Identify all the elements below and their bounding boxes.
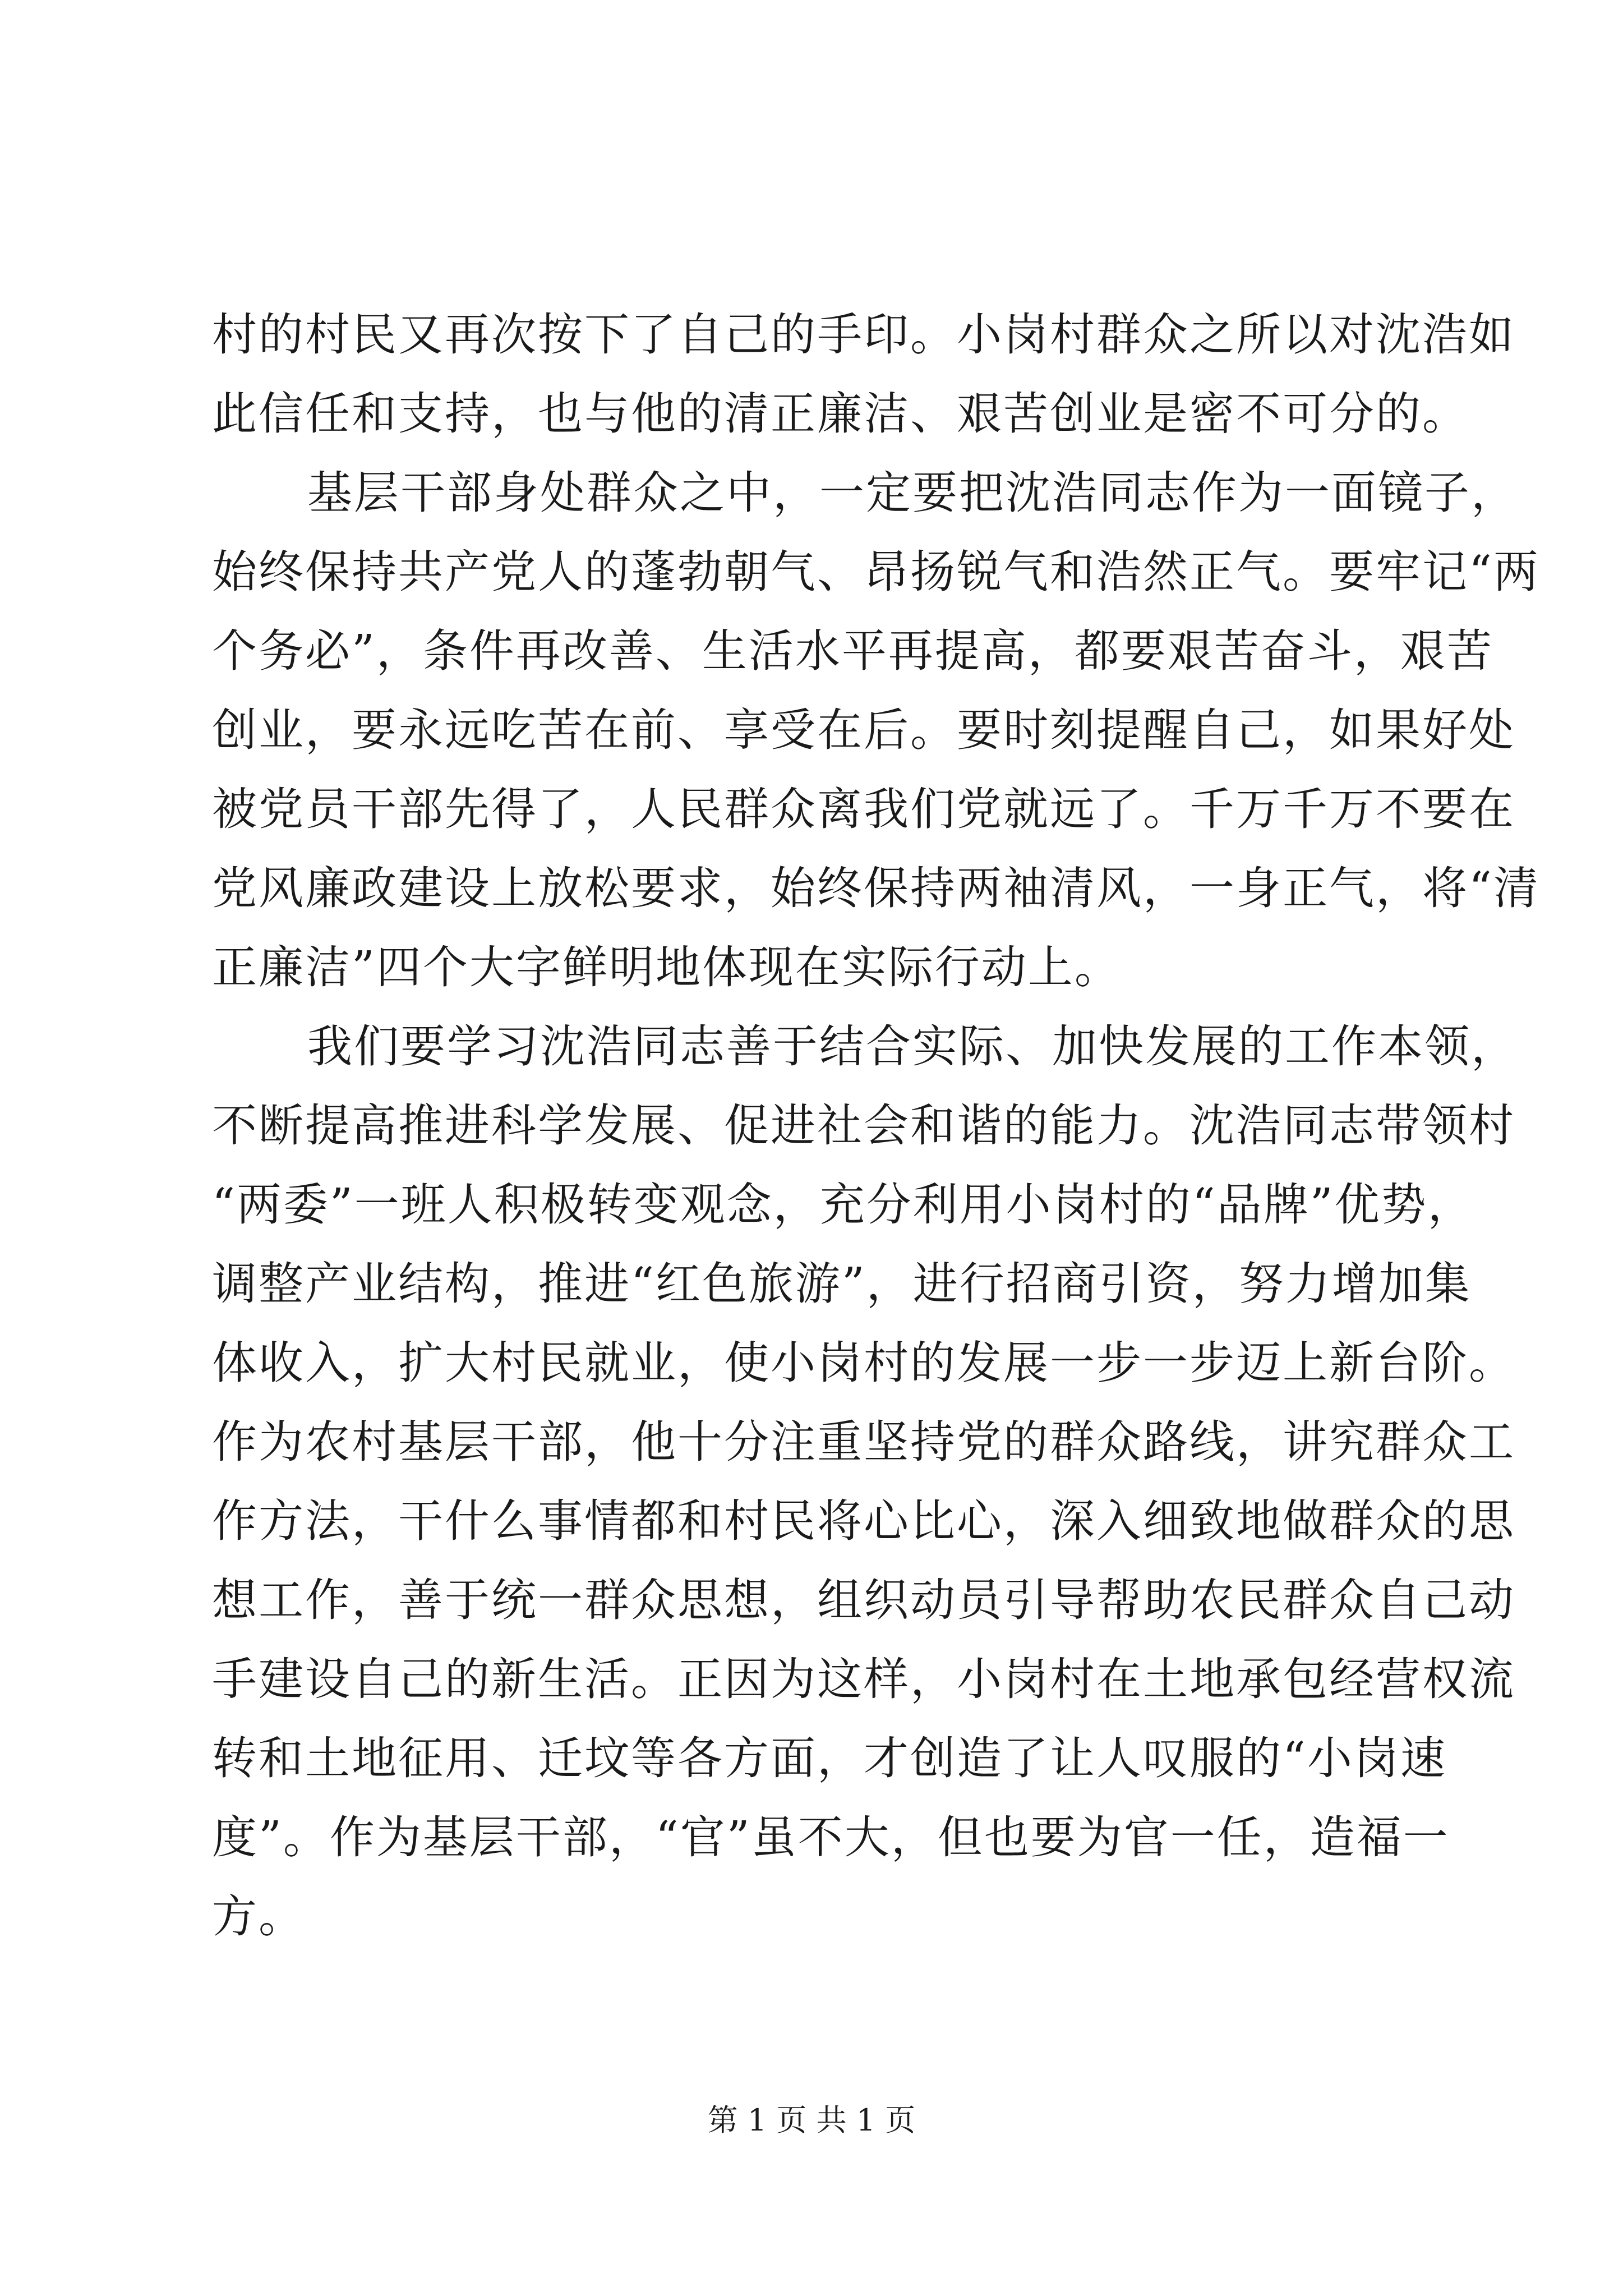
- text-line: 想工作，善于统一群众思想，组织动员引导帮助农民群众自己动: [212, 1574, 1515, 1626]
- text-line: 手建设自己的新生活。正因为这样，小岗村在土地承包经营权流: [212, 1653, 1515, 1705]
- text-line: 体收入，扩大村民就业，使小岗村的发展一步一步迈上新台阶。: [212, 1337, 1515, 1389]
- text-line: 党风廉政建设上放松要求，始终保持两袖清风，一身正气，将“清: [212, 862, 1540, 914]
- text-line: 个务必”，条件再改善、生活水平再提高，都要艰苦奋斗，艰苦: [212, 625, 1493, 677]
- page-footer: 第 1 页 共 1 页: [707, 2102, 916, 2138]
- text-line: 作方法，干什么事情都和村民将心比心，深入细致地做群众的思: [212, 1495, 1515, 1547]
- text-line: 方。: [212, 1890, 305, 1943]
- text-line: “两委”一班人积极转变观念，充分利用小岗村的“品牌”优势，: [212, 1179, 1474, 1231]
- document-body: [212, 295, 1540, 1956]
- text-line: 转和土地征用、迁坟等各方面，才创造了让人叹服的“小岗速: [212, 1732, 1447, 1784]
- text-line: 正廉洁”四个大字鲜明地体现在实际行动上。: [212, 941, 1121, 993]
- text-line: 此信任和支持，也与他的清正廉洁、艰苦创业是密不可分的。: [212, 388, 1469, 440]
- text-line: 我们要学习沈浩同志善于结合实际、加快发展的工作本领，: [307, 1020, 1518, 1073]
- text-line: 村的村民又再次按下了自己的手印。小岗村群众之所以对沈浩如: [212, 309, 1515, 361]
- paragraph-2: [212, 453, 1540, 1007]
- text-line: 创业，要永远吃苦在前、享受在后。要时刻提醒自己，如果好处: [212, 704, 1515, 756]
- paragraph-1: [212, 295, 1515, 453]
- paragraph-3: [212, 1007, 1518, 1956]
- text-line: 不断提高推进科学发展、促进社会和谐的能力。沈浩同志带领村: [212, 1099, 1515, 1152]
- text-line: 被党员干部先得了，人民群众离我们党就远了。千万千万不要在: [212, 783, 1515, 835]
- text-line: 基层干部身处群众之中，一定要把沈浩同志作为一面镜子，: [307, 467, 1518, 519]
- text-line: 始终保持共产党人的蓬勃朝气、昂扬锐气和浩然正气。要牢记“两: [212, 546, 1540, 598]
- text-line: 度”。作为基层干部，“官”虽不大，但也要为官一任，造福一: [212, 1811, 1450, 1864]
- text-line: 调整产业结构，推进“红色旅游”，进行招商引资，努力增加集: [212, 1258, 1472, 1310]
- text-line: 作为农村基层干部，他十分注重坚持党的群众路线，讲究群众工: [212, 1416, 1515, 1468]
